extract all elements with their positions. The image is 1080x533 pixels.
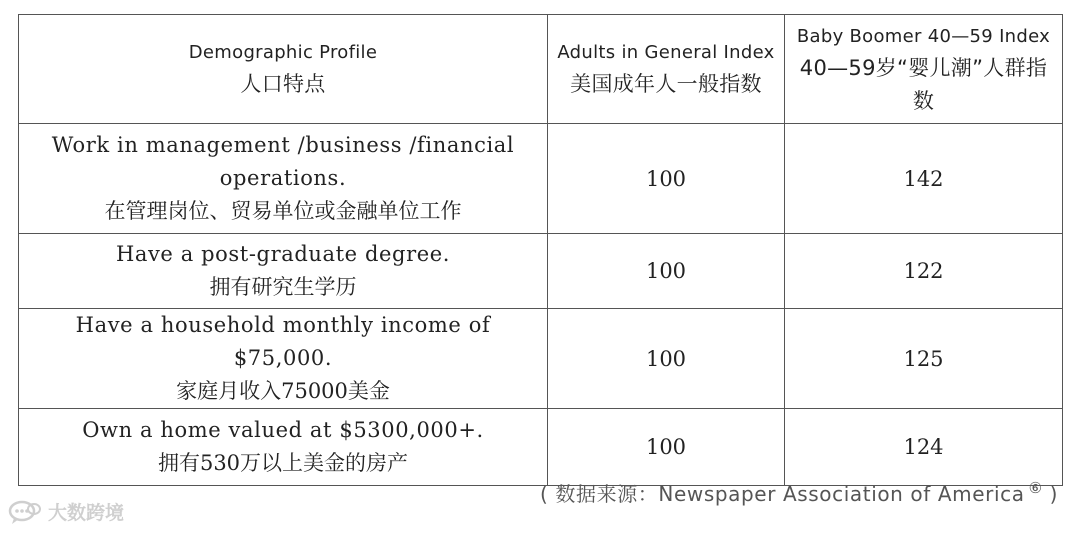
- row-label-cell: [19, 124, 548, 234]
- source-close-paren: ): [1049, 482, 1058, 506]
- boomer-index-value: 142: [785, 124, 1063, 234]
- source-reference-number: ⑥: [1028, 479, 1043, 498]
- row-label-cell: [19, 309, 548, 409]
- header-en: Adults in General Index: [557, 42, 775, 63]
- boomer-index-value: 124: [785, 409, 1063, 486]
- watermark-text: 大数跨境: [48, 502, 125, 524]
- row-label-cell: [19, 409, 548, 486]
- row-label-zh: 在管理岗位、贸易单位或金融单位工作: [104, 199, 462, 223]
- row-label-zh: 家庭月收入75000美金: [176, 379, 390, 403]
- header-zh: 美国成年人一般指数: [570, 72, 762, 96]
- source-citation: [540, 478, 1058, 507]
- chat-bubble-icon: [8, 499, 42, 525]
- table-header-row: [19, 15, 1063, 124]
- row-label-en: Have a household monthly income of $75,000.: [75, 313, 491, 370]
- source-label: 数据来源：: [555, 482, 659, 506]
- general-index-value: 100: [548, 309, 785, 409]
- general-index-value: 100: [548, 234, 785, 309]
- header-en: Baby Boomer 40—59 Index: [796, 25, 1051, 47]
- data-table-container: [18, 14, 1062, 486]
- watermark: [8, 498, 124, 525]
- header-demographic-profile: [19, 15, 548, 124]
- source-name: Newspaper Association of America: [658, 482, 1025, 506]
- source-open-paren: (: [540, 482, 549, 506]
- row-label-cell: [19, 234, 548, 309]
- boomer-index-value: 122: [785, 234, 1063, 309]
- row-label-zh: 拥有530万以上美金的房产: [157, 451, 409, 475]
- table-row: [19, 309, 1063, 409]
- header-zh: 人口特点: [240, 72, 326, 96]
- header-zh: 40—59岁“婴儿潮”人群指数: [799, 55, 1048, 113]
- row-label-en: Have a post-graduate degree.: [115, 242, 451, 266]
- header-adults-general-index: [548, 15, 785, 124]
- table-row: [19, 234, 1063, 309]
- general-index-value: 100: [548, 409, 785, 486]
- row-label-zh: 拥有研究生学历: [209, 275, 357, 299]
- header-baby-boomer-index: [785, 15, 1063, 124]
- table-row: [19, 409, 1063, 486]
- table-row: [19, 124, 1063, 234]
- demographic-index-table: [18, 14, 1063, 486]
- row-label-en: Work in management /business /financial operations.: [51, 133, 515, 190]
- row-label-en: Own a home valued at $5300,000+.: [82, 418, 484, 442]
- general-index-value: 100: [548, 124, 785, 234]
- boomer-index-value: 125: [785, 309, 1063, 409]
- header-en: Demographic Profile: [188, 42, 378, 63]
